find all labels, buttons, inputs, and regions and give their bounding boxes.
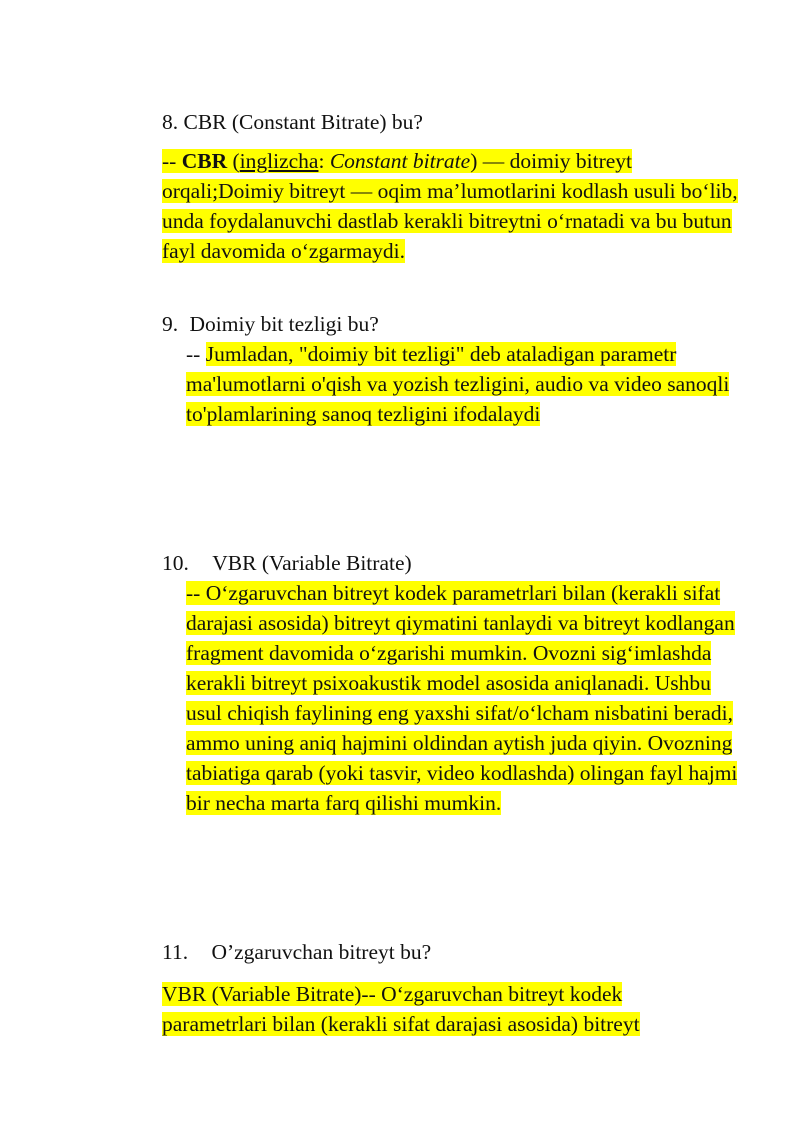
answer-8-term: CBR bbox=[181, 149, 228, 173]
answer-8-open-paren: ( bbox=[227, 149, 240, 173]
question-11-answer bbox=[162, 979, 732, 1039]
answer-9-text: Jumladan, "doimiy bit tezligi" deb ataladigan parametr ma'lumotlarni o'qish va yozish tezligini, audio va video sanoqli to'plamlarining sanoq tezligini ifodalaydi bbox=[186, 342, 730, 426]
answer-8-rest: ) — doimiy bitreyt orqali;Doimiy bitreyt — oqim ma’lumotlarini kodlash usuli bo‘lib, unda foydalanuvchi dastlab kerakli bitreytni o‘rnatadi va bu butun fayl davomida o‘zgarmaydi. bbox=[162, 149, 738, 263]
answer-8-text bbox=[162, 149, 738, 263]
question-11-number: 11. bbox=[162, 940, 189, 964]
answer-9-dash: -- bbox=[186, 342, 206, 366]
question-11-heading bbox=[162, 937, 431, 967]
question-11-title: O’zgaruvchan bitreyt bu? bbox=[211, 940, 432, 964]
answer-11-text: VBR (Variable Bitrate)-- O‘zgaruvchan bitreyt kodek parametrlari bilan (kerakli sifat darajasi asosida) bitreyt bbox=[162, 982, 640, 1036]
question-10-answer bbox=[186, 578, 744, 818]
question-9-heading bbox=[162, 309, 379, 339]
question-10-title: VBR (Variable Bitrate) bbox=[212, 551, 412, 575]
answer-10-text: -- O‘zgaruvchan bitreyt kodek parametrlari bilan (kerakli sifat darajasi asosida) bitreyt qiymatini tanlaydi va bitreyt kodlangan fragment davomida o‘zgarishi mumkin. Ovozni sig‘imlashda kerakli bitreyt psixoakustik model asosida aniqlanadi. Ushbu usul chiqish faylining eng yaxshi sifat/o‘lcham nisbatini beradi, ammo uning aniq hajmini oldindan aytish juda qiyin. Ovozning tabiatiga qarab (yoki tasvir, video kodlashda) olingan fayl hajmi bir necha marta farq qilishi mumkin. bbox=[186, 581, 738, 815]
question-9-title: Doimiy bit tezligi bu? bbox=[189, 312, 379, 336]
inglizcha-link[interactable]: inglizcha bbox=[239, 149, 319, 173]
answer-8-dash: -- bbox=[162, 149, 182, 173]
answer-8-term-english: Constant bitrate bbox=[329, 149, 471, 173]
question-10-number: 10. bbox=[162, 551, 189, 575]
question-8-heading-text: 8. CBR (Constant Bitrate) bu? bbox=[162, 110, 423, 134]
question-9-answer bbox=[186, 339, 751, 429]
answer-8-colon: : bbox=[318, 149, 330, 173]
question-8-heading bbox=[162, 107, 423, 137]
question-10-heading bbox=[162, 548, 412, 578]
question-9-number: 9. bbox=[162, 312, 179, 336]
question-8-answer bbox=[162, 146, 747, 266]
